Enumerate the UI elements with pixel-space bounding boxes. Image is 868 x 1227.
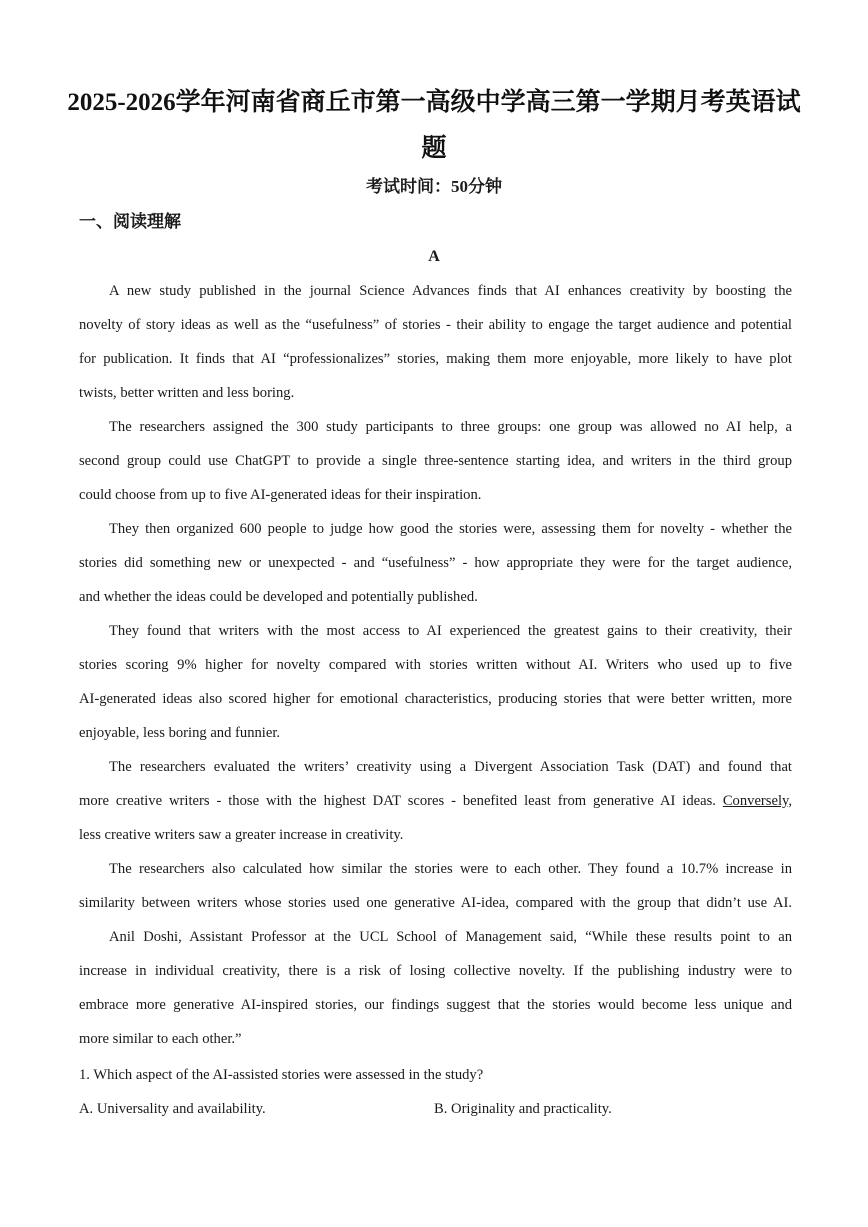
passage-line [79,791,792,811]
passage-line: increase in individual creativity, there is a risk of losing collective novelty. If the publishing industry were to [79,963,792,979]
passage-line: similarity between writers whose stories used one generative AI-idea, compared with the group that didn’t use AI. [79,895,792,911]
passage-line: twists, better written and less boring. [79,385,295,401]
passage-line: enjoyable, less boring and funnier. [79,725,281,741]
exam-time: 考试时间：50分钟 [366,177,502,196]
passage-label: A [428,248,440,265]
passage-line: The researchers evaluated the writers’ creativity using a Divergent Association Task (DAT) and found that [109,759,792,775]
underlined-word: Conversely, [722,793,792,809]
passage-line: A new study published in the journal Science Advances finds that AI enhances creativity by boosting the [109,283,792,299]
option-b: B. Originality and practicality. [434,1101,612,1117]
passage-line: stories scoring 9% higher for novelty compared with stories written without AI. Writers who used up to five [79,657,792,673]
passage-line: more similar to each other.” [79,1031,242,1047]
question-text: 1. Which aspect of the AI-assisted stories were assessed in the study? [79,1067,484,1083]
passage-line: and whether the ideas could be developed and potentially published. [79,589,478,605]
passage-line: for publication. It finds that AI “professionalizes” stories, making them more enjoyable, more likely to have plot [79,351,792,367]
option-a: A. Universality and availability. [79,1101,266,1117]
passage-line: The researchers assigned the 300 study participants to three groups: one group was allowed no AI help, a [109,419,792,435]
section-heading: 一、阅读理解 [79,212,181,231]
passage-line: They then organized 600 people to judge how good the stories were, assessing them for novelty - whether the [109,521,792,537]
page-title: 2025-2026学年河南省商丘市第一高级中学高三第一学期月考英语试 [67,89,801,116]
passage-line: They found that writers with the most access to AI experienced the greatest gains to their creativity, their [109,623,792,639]
passage-line: novelty of story ideas as well as the “usefulness” of stories - their ability to engage the target audience and potential [79,317,792,333]
passage-line: AI-generated ideas also scored higher for emotional characteristics, producing stories that were better written, more [79,691,792,707]
page-title-continued: 题 [421,135,447,162]
passage-line: second group could use ChatGPT to provide a single three-sentence starting idea, and writers in the third group [79,453,792,469]
passage-line: embrace more generative AI-inspired stories, our findings suggest that the stories would become less unique and [79,997,792,1013]
passage-line: The researchers also calculated how similar the stories were to each other. They found a 10.7% increase in [109,861,792,877]
passage-line: less creative writers saw a greater increase in creativity. [79,827,404,843]
passage-line: Anil Doshi, Assistant Professor at the UCL School of Management said, “While these results point to an [109,929,792,945]
passage-line: could choose from up to five AI-generated ideas for their inspiration. [79,487,482,503]
passage-line: stories did something new or unexpected - and “usefulness” - how appropriate they were for the target audience, [79,555,792,571]
passage-text: more creative writers - those with the highest DAT scores - benefited least from generative AI ideas. [79,793,723,809]
